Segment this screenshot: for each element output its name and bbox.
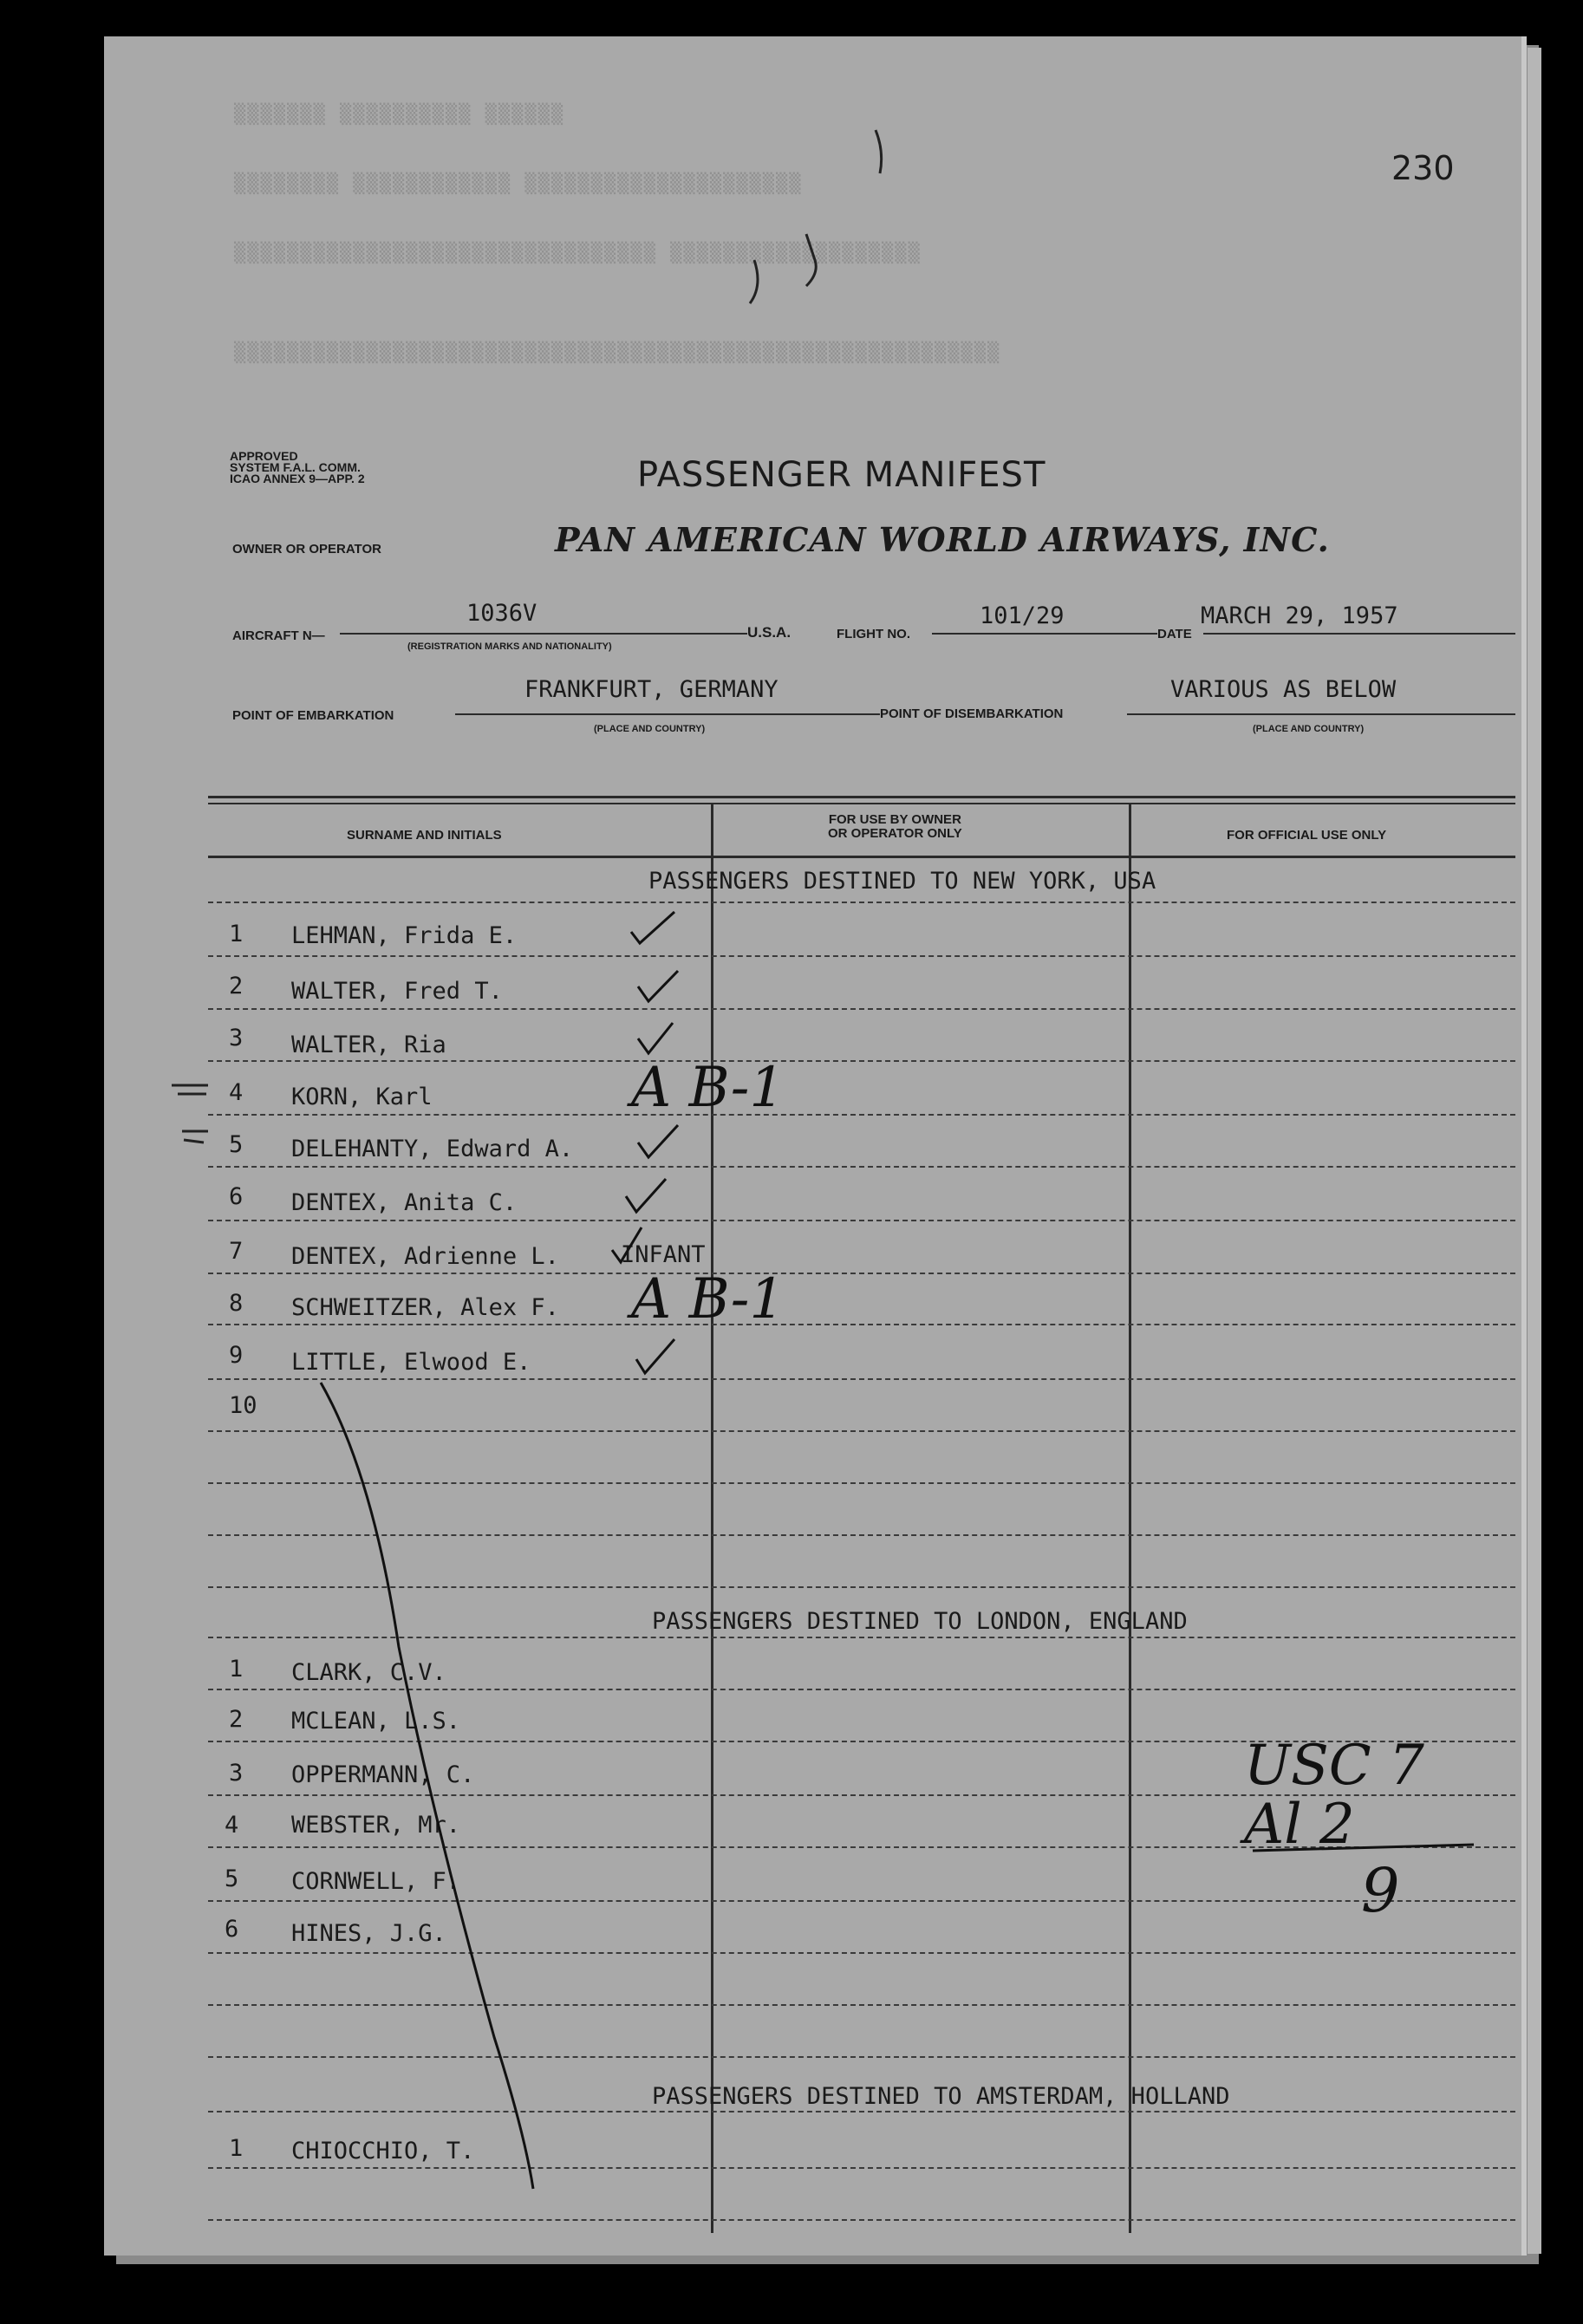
handwritten-note-korn: A B-1 <box>631 1056 785 1120</box>
passenger-name: CHIOCCHIO, T. <box>291 2138 475 2165</box>
aircraft-value: 1036V <box>466 600 537 627</box>
disembark-place-caption: (PLACE AND COUNTRY) <box>1253 724 1365 734</box>
passenger-name: WALTER, Fred T. <box>291 978 503 1005</box>
row-number: 3 <box>229 1760 244 1787</box>
check-mark-icon <box>638 971 678 1001</box>
approval-line: APPROVED <box>230 449 298 463</box>
check-mark-icon <box>636 1339 674 1373</box>
row-number: 2 <box>229 973 244 999</box>
bleed-through-text: ▒▒▒▒▒▒▒▒ ▒▒▒▒▒▒▒▒▒▒▒▒ ▒▒▒▒▒▒▒▒▒▒▒▒▒▒▒▒▒▒▒▒▒ <box>234 173 803 195</box>
passenger-note-infant: INFANT <box>621 1241 706 1268</box>
passenger-name: LITTLE, Elwood E. <box>291 1349 531 1376</box>
owner-label: OWNER OR OPERATOR <box>232 542 381 557</box>
airline-name: PAN AMERICAN WORLD AIRWAYS, INC. <box>555 520 1330 559</box>
bleed-through-text: ▒▒▒▒▒▒▒▒▒▒▒▒▒▒▒▒▒▒▒▒▒▒▒▒▒▒▒▒▒▒▒▒▒▒▒▒▒▒▒▒▒▒▒▒▒▒▒▒▒▒▒▒▒▒▒▒▒▒ <box>234 342 1001 364</box>
col-header-official: FOR OFFICIAL USE ONLY <box>1227 828 1387 843</box>
approval-line: SYSTEM F.A.L. COMM. <box>230 460 361 474</box>
row-number: 3 <box>229 1025 244 1051</box>
handwritten-note-schweitzer: A B-1 <box>631 1267 785 1331</box>
handwritten-tally-al: Al 2 <box>1244 1793 1355 1857</box>
passenger-name: OPPERMANN, C. <box>291 1761 475 1788</box>
row-number: 1 <box>229 1656 244 1683</box>
row-number: 2 <box>229 1706 244 1733</box>
flight-value: 101/29 <box>980 602 1065 629</box>
passenger-name: LEHMAN, Frida E. <box>291 922 518 949</box>
row-number: 5 <box>229 1131 244 1158</box>
passenger-name: DENTEX, Adrienne L. <box>291 1243 559 1270</box>
check-mark-icon <box>638 1023 673 1053</box>
col-header-surname: SURNAME AND INITIALS <box>347 828 502 843</box>
form-title: PASSENGER MANIFEST <box>637 455 1046 495</box>
passenger-name: MCLEAN, L.S. <box>291 1708 461 1735</box>
row-number: 1 <box>229 921 244 947</box>
row-number: 6 <box>229 1183 244 1210</box>
col-header-owner-line: OR OPERATOR ONLY <box>828 826 962 841</box>
passenger-name: DELEHANTY, Edward A. <box>291 1136 574 1162</box>
strike-through-line <box>321 1383 533 2189</box>
handwritten-tally-total: 9 <box>1361 1855 1400 1926</box>
approval-line: ICAO ANNEX 9—APP. 2 <box>230 472 365 485</box>
row-number: 10 <box>229 1392 257 1419</box>
top-scribble <box>750 130 882 303</box>
row-number: 5 <box>225 1865 239 1892</box>
bleed-through-text: ▒▒▒▒▒▒▒▒▒▒▒▒▒▒▒▒▒▒▒▒▒▒▒▒▒▒▒▒▒▒▒▒ ▒▒▒▒▒▒▒▒▒▒▒▒▒▒▒▒▒▒▒ <box>234 243 922 264</box>
embark-place-caption: (PLACE AND COUNTRY) <box>594 724 706 734</box>
check-mark-icon <box>626 1179 666 1212</box>
passenger-name: DENTEX, Anita C. <box>291 1189 518 1216</box>
date-value: MARCH 29, 1957 <box>1201 602 1398 629</box>
bleed-through-text: ▒▒▒▒▒▒▒ ▒▒▒▒▒▒▒▒▒▒ ▒▒▒▒▒▒ <box>234 104 565 126</box>
check-mark-icon <box>631 912 674 943</box>
passenger-name: SCHWEITZER, Alex F. <box>291 1294 559 1321</box>
embark-label: POINT OF EMBARKATION <box>232 708 394 723</box>
passenger-name: CORNWELL, F. <box>291 1868 461 1895</box>
embark-value: FRANKFURT, GERMANY <box>524 676 778 703</box>
row-number: 4 <box>225 1812 239 1839</box>
row-number: 8 <box>229 1290 244 1317</box>
passenger-name: HINES, J.G. <box>291 1920 446 1947</box>
section-heading: PASSENGERS DESTINED TO LONDON, ENGLAND <box>652 1608 1188 1635</box>
disembark-label: POINT OF DISEMBARKATION <box>880 706 1064 721</box>
passenger-name: WEBSTER, Mr. <box>291 1812 461 1839</box>
registration-caption: (REGISTRATION MARKS AND NATIONALITY) <box>407 641 612 652</box>
date-label: DATE <box>1157 627 1192 641</box>
row-number: 7 <box>229 1238 244 1265</box>
row-number: 4 <box>229 1079 244 1106</box>
aircraft-label: AIRCRAFT N— <box>232 628 325 643</box>
margin-mark <box>172 1085 208 1142</box>
row-number: 1 <box>229 2135 244 2162</box>
usa-label: U.S.A. <box>747 624 792 641</box>
row-number: 6 <box>225 1916 239 1943</box>
row-number: 9 <box>229 1342 244 1369</box>
section-heading: PASSENGERS DESTINED TO AMSTERDAM, HOLLAND <box>652 2083 1230 2110</box>
handwritten-tally-usc: USC 7 <box>1244 1734 1424 1798</box>
flight-label: FLIGHT NO. <box>837 627 910 641</box>
col-header-owner-line: FOR USE BY OWNER <box>828 812 961 827</box>
disembark-value: VARIOUS AS BELOW <box>1170 676 1397 703</box>
section-heading: PASSENGERS DESTINED TO NEW YORK, USA <box>648 868 1156 895</box>
page-number: 230 <box>1391 149 1455 187</box>
passenger-name: CLARK, C.V. <box>291 1659 446 1686</box>
passenger-name: WALTER, Ria <box>291 1032 446 1058</box>
check-mark-icon <box>612 1227 642 1262</box>
check-mark-icon <box>638 1125 678 1157</box>
passenger-name: KORN, Karl <box>291 1084 433 1110</box>
